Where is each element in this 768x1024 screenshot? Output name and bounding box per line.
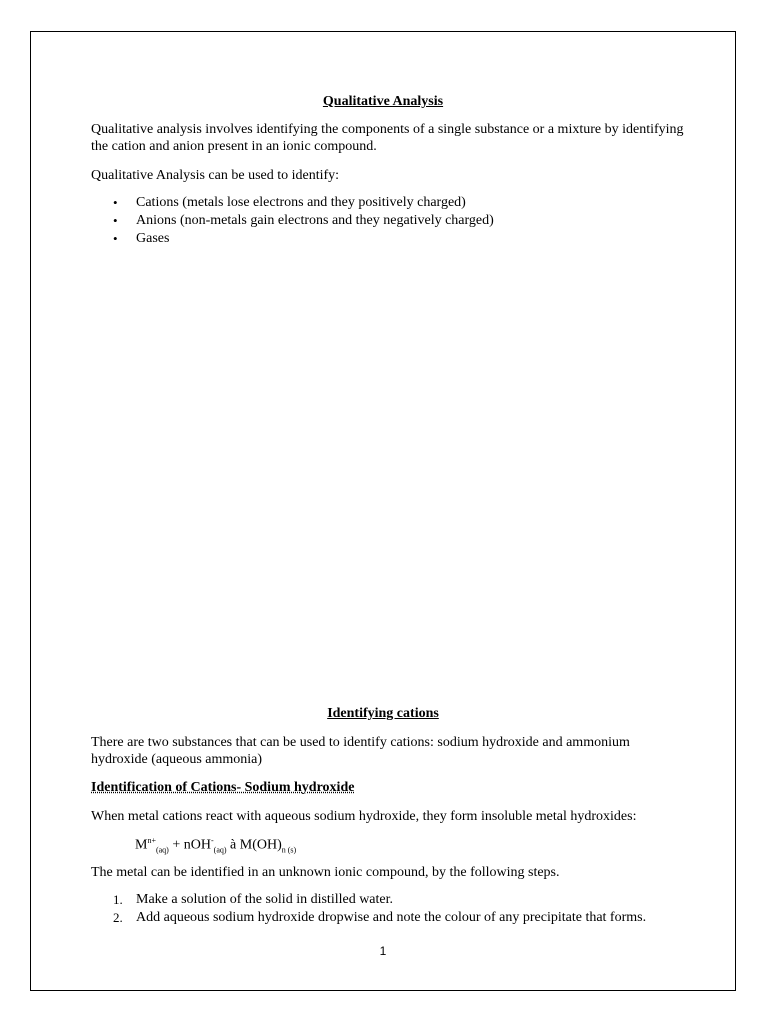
list-item-text: Add aqueous sodium hydroxide dropwise and note the colour of any precipitate that forms. [136,910,647,925]
list-item-text: Anions (non-metals gain electrons and they negatively charged) [136,213,494,228]
list-item [113,194,673,212]
cations-line-1: There are two substances that can be used to identify cations: sodium hydroxide and ammonium [91,735,630,750]
steps-lead-paragraph: The metal can be identified in an unknown ionic compound, by the following steps. [91,865,560,880]
list-item [113,212,673,230]
numbered-list [113,891,673,927]
list-number: 2. [113,910,123,925]
cations-paragraph [91,734,691,768]
chemical-equation: $M^{n+}_{(aq)} + nOH^-_{(aq)}$ à $M(OH)_{n (s)}$ [135,836,297,855]
cations-line-2: hydroxide (aqueous ammonia) [91,752,263,767]
reaction-paragraph: When metal cations react with aqueous sodium hydroxide, they form insoluble metal hydroxides: [91,809,637,824]
subheading-sodium-hydroxide: Identification of Cations- Sodium hydroxide [91,780,355,795]
bullet-icon: • [113,213,118,228]
intro-line-2: the cation and anion present in an ionic compound. [91,139,377,154]
bullet-icon: • [113,195,118,210]
document-page [30,31,736,991]
page-number: 1 [379,944,387,958]
intro-paragraph [91,121,691,155]
section-title-qualitative-analysis: Qualitative Analysis [322,94,444,109]
intro-line-1: Qualitative analysis involves identifying the components of a single substance or a mixture by identifying [91,122,684,137]
list-item [113,891,673,909]
bullet-icon: • [113,231,118,246]
list-item [113,230,673,248]
list-item [113,909,673,927]
list-item-text: Gases [136,231,170,246]
lead-paragraph: Qualitative Analysis can be used to identify: [91,168,340,183]
bullet-list [113,194,673,248]
list-number: 1. [113,892,123,907]
section-title-identifying-cations: Identifying cations [327,706,439,721]
list-item-text: Make a solution of the solid in distilled water. [136,892,394,907]
list-item-text: Cations (metals lose electrons and they positively charged) [136,195,466,210]
